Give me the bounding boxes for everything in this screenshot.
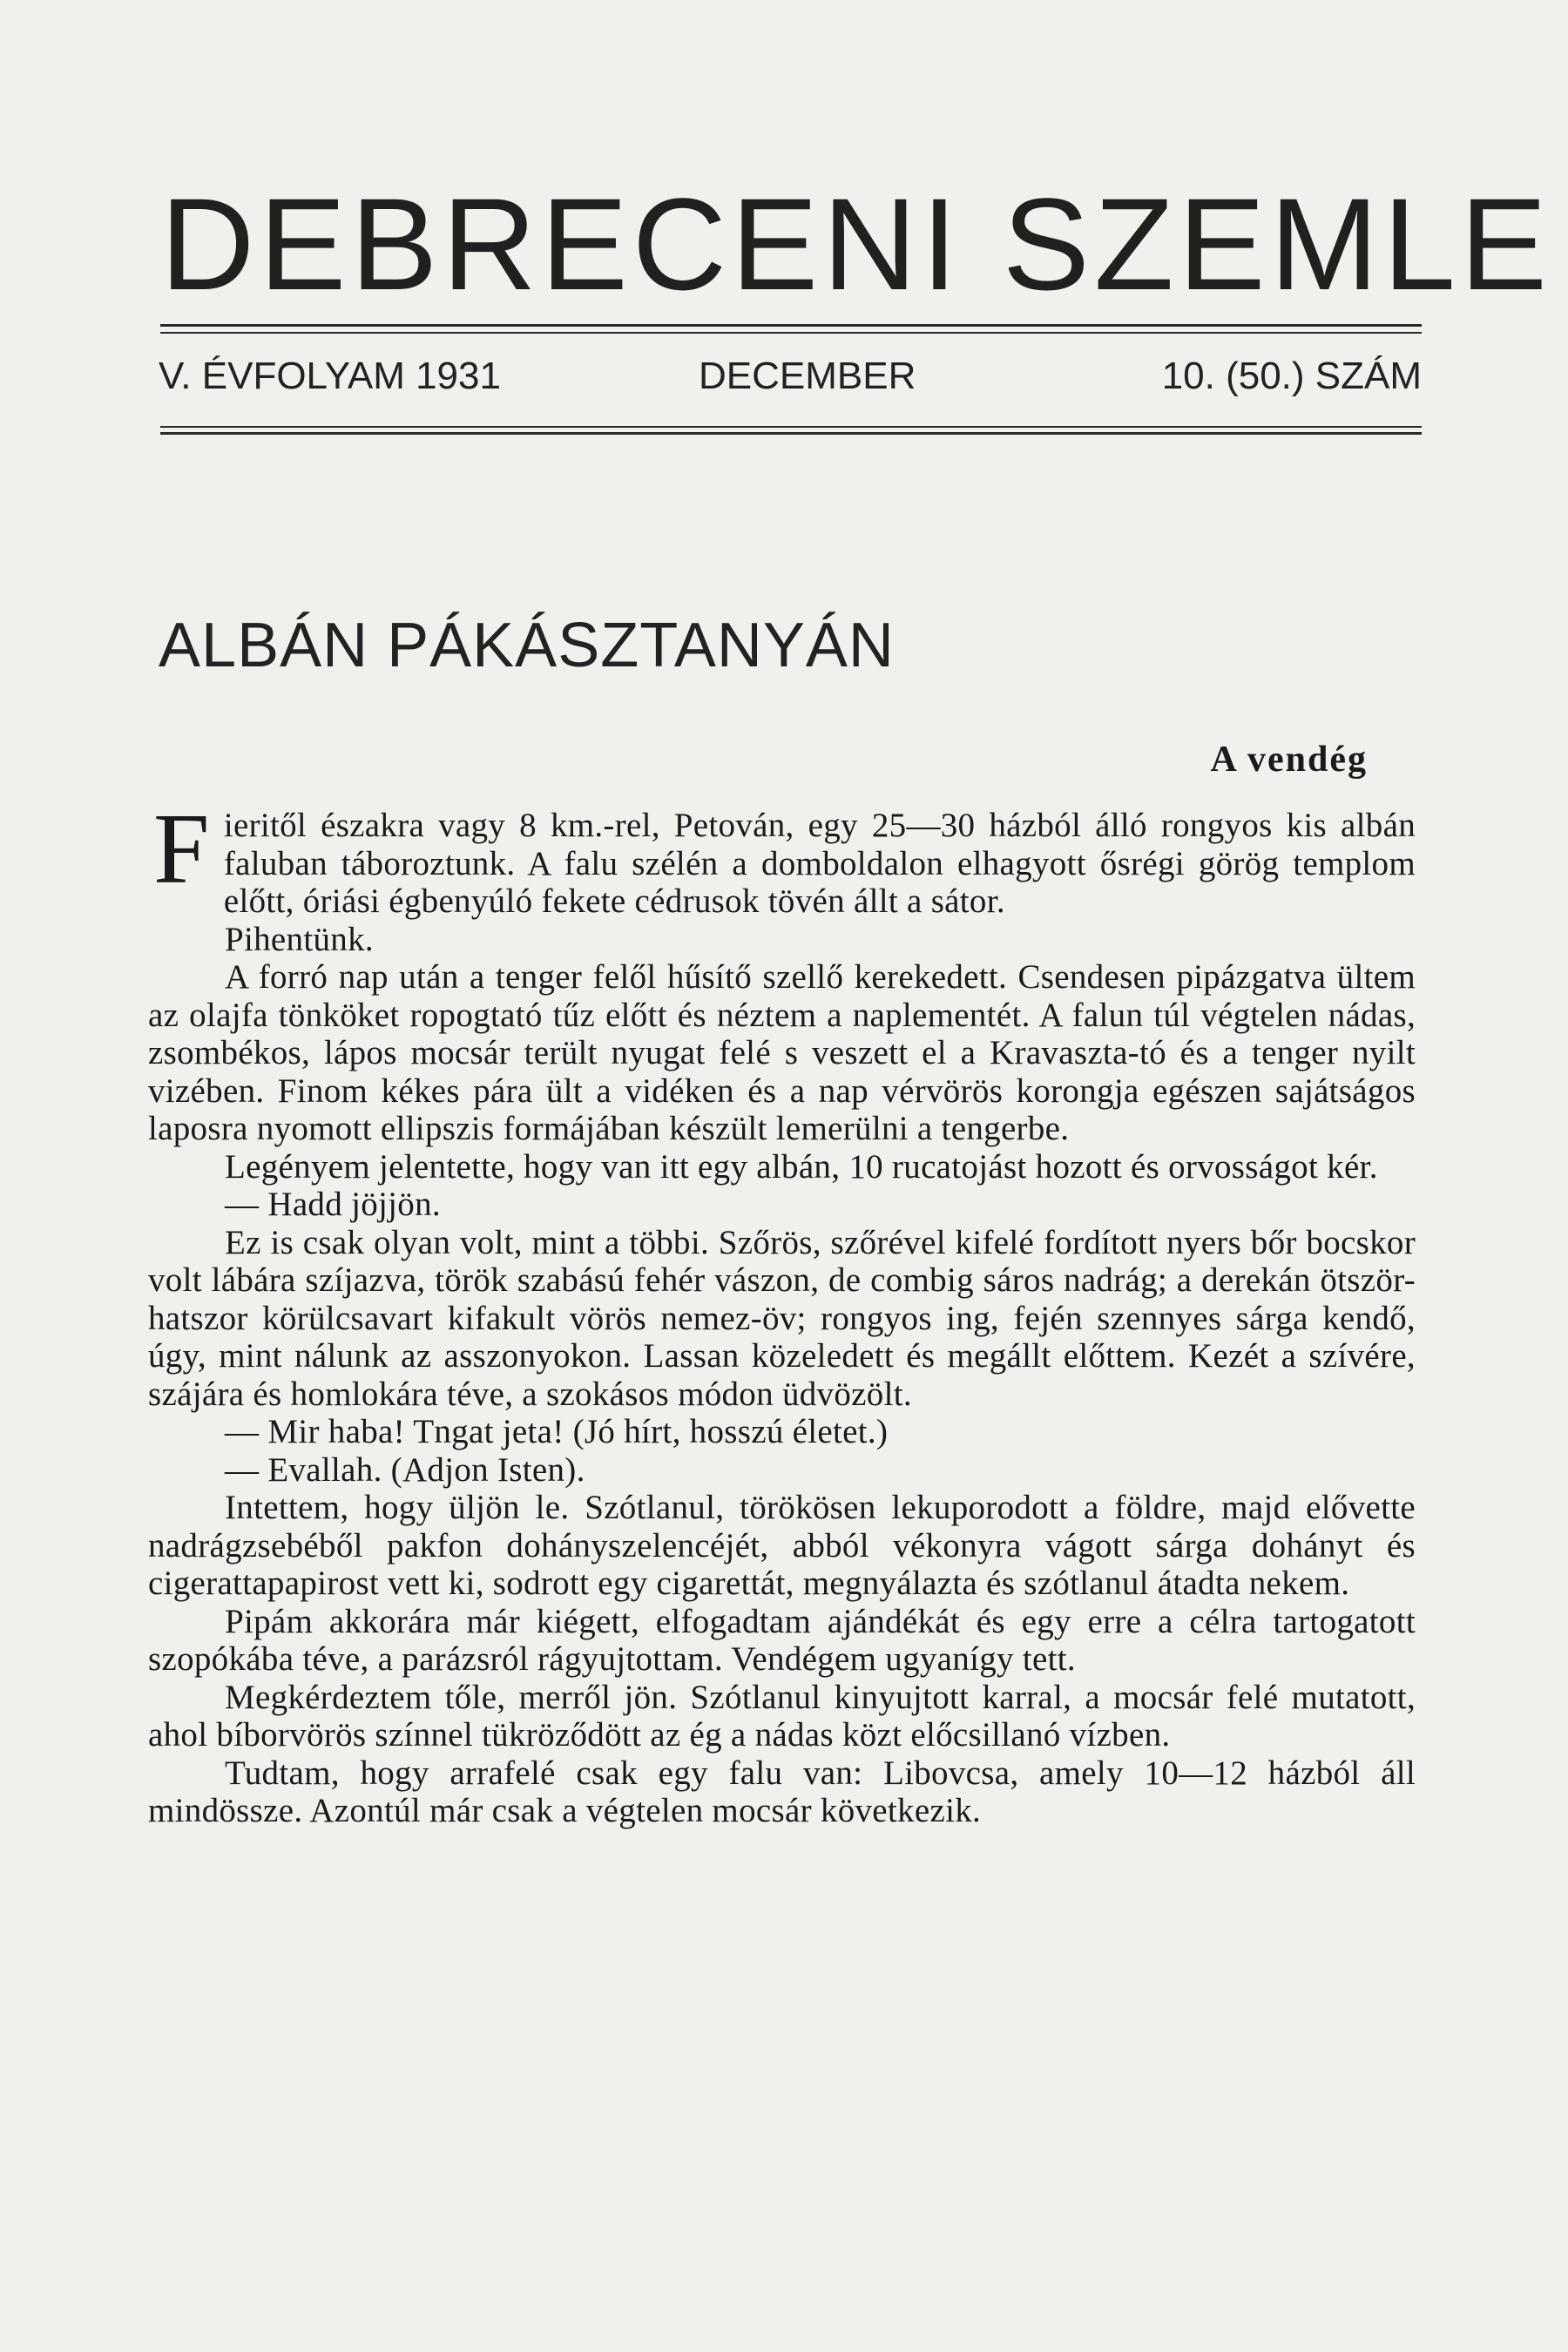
issue-number: 10. (50.) SZÁM <box>1161 355 1422 397</box>
paragraph: — Evallah. (Adjon Isten). <box>225 1450 585 1489</box>
issue-month: DECEMBER <box>699 355 916 397</box>
paragraph: Intettem, hogy üljön le. Szótlanul, törökösen lekuporodott a földre, majd elővette nadrágzsebéből pakfon dohányszelencéjét, abból vékonyra vágott sárga dohányt és cigerattapapirost vett ki, sodrott egy cigarettát, megnyálazta és szótlanul átadta nekem. <box>148 1489 1416 1602</box>
paragraph: A forró nap után a tenger felől hűsítő szellő kerekedett. Csendesen pipázgatva ültem az olajfa tönköket ropogtató tűz előtt és néztem a naplementét. A falun túl végtelen nádas, zsombékos, lápos mocsár terült nyugat felé s veszett el a Kravaszta-tó és a tenger nyilt vizében. Finom kékes pára ült a vidéken és a nap vérvörös korongja egészen sajátságos laposra nyomott ellipszis formájában készült lemerülni a tengerbe. <box>148 958 1416 1147</box>
article-subtitle: A vendég <box>1210 740 1368 780</box>
bottom-double-rule-upper <box>160 426 1422 428</box>
drop-cap: F <box>153 794 210 905</box>
journal-title: DEBRECENI SZEMLE <box>160 171 1551 317</box>
paragraph: Fieritől északra vagy 8 km.-rel, Petován, egy 25—30 házból álló rongyos kis albán faluban táboroztunk. A falu szélén a domboldalon elhagyott ősrégi görög templom előtt, óriási égbenyúló fekete cédrusok tövén állt a sátor. <box>153 794 1416 920</box>
paragraph: Tudtam, hogy arrafelé csak egy falu van: Libovcsa, amely 10—12 házból áll mindössze. Azontúl már csak a végtelen mocsár következik. <box>148 1754 1416 1829</box>
top-double-rule-upper <box>160 324 1422 327</box>
paragraph: Megkérdeztem tőle, merről jön. Szótlanul kinyujtott karral, a mocsár felé mutatott, ahol bíborvörös színnel tükröződött az ég a nádas közt előcsillanó vízben. <box>148 1678 1416 1754</box>
volume-year: V. ÉVFOLYAM 1931 <box>159 355 501 397</box>
paragraph: Ez is csak olyan volt, mint a többi. Szőrös, szőrével kifelé fordított nyers bőr bocskor volt lábára szíjazva, török szabású fehér vászon, de combig sáros nadrág; a derekán ötször-hatszor körülcsavart kifakult vörös nemez-öv; rongyos ing, fején szennyes sárga kendő, úgy, mint nálunk az asszonyokon. Lassan közeledett és megállt előttem. Kezét a szívére, szájára és homlokára téve, a szokásos módon üdvözölt. <box>148 1223 1416 1413</box>
paragraph: Legényem jelentette, hogy van itt egy albán, 10 rucatojást hozott és orvosságot kér. <box>225 1147 1378 1186</box>
paragraph: — Mir haba! Tngat jeta! (Jó hírt, hosszú életet.) <box>225 1413 889 1450</box>
bottom-double-rule-lower <box>160 432 1422 435</box>
paragraph: — Hadd jöjjön. <box>225 1186 441 1223</box>
article-body <box>148 794 1416 1830</box>
paragraph: Pihentünk. <box>225 920 374 958</box>
paragraph: Pipám akkorára már kiégett, elfogadtam ajándékát és egy erre a célra tartogatott szopókába téve, a parázsról rágyujtottam. Vendégem ugyanígy tett. <box>148 1602 1416 1678</box>
top-double-rule-lower <box>160 332 1422 334</box>
article-title: ALBÁN PÁKÁSZTANYÁN <box>159 611 895 680</box>
